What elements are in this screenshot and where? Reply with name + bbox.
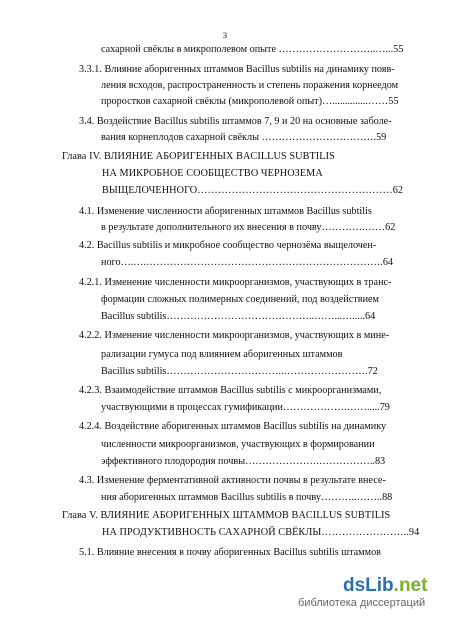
- toc-line: в результате дополнительного их внесения в почву………….……62: [101, 222, 396, 233]
- toc-line: 4.2.4. Воздействие аборигенных штаммов Bacillus subtilis на динамику: [79, 421, 387, 432]
- toc-line: Bacillus subtilis……………………………………..……...….....64: [101, 311, 376, 322]
- toc-line: ного….….…………………………………………………………….64: [101, 257, 394, 268]
- toc-line: 4.2.2. Изменение численности микроорганизмов, участвующих в мине-: [79, 330, 390, 341]
- toc-line: 4.2.1. Изменение численности микроорганизмов, участвующих в транс-: [79, 277, 392, 288]
- toc-line: проростков сахарной свёклы (микрополевой опыт)…..............……55: [101, 96, 399, 107]
- toc-line: участвующими в процессах гумификации……………….…….....79: [101, 402, 390, 413]
- toc-line: ния аборигенных штаммов Bacillus subtilis в почву………..……..88: [101, 492, 393, 503]
- toc-line: 4.2. Bacillus subtilis и микробное сообщество чернозёма выщелочен-: [79, 240, 377, 251]
- toc-line: 4.3. Изменение ферментативной активности почвы в результате внесе-: [79, 475, 386, 486]
- toc-line: 3.4. Воздействие Bacillus subtilis штаммов 7, 9 и 20 на основные заболе-: [79, 116, 392, 127]
- chapter-heading: Глава IV. ВЛИЯНИЕ АБОРИГЕННЫХ BACILLUS SUBTILIS: [62, 151, 335, 162]
- toc-line: формации сложных полимерных соединений, под воздействием: [101, 294, 380, 305]
- toc-line: Bacillus subtilis……………………………..…………………….72: [101, 366, 378, 377]
- watermark-subtitle: библиотека диссертаций: [298, 597, 426, 609]
- toc-line: эффективного плодородия почвы………………….……………..83: [101, 456, 386, 467]
- toc-line: 3.3.1. Влияние аборигенных штаммов Bacillus subtilis на динамику появ-: [79, 64, 395, 75]
- toc-line: 4.1. Изменение численности аборигенных штаммов Bacillus subtilis: [79, 206, 372, 217]
- toc-line: вания корнеплодов сахарной свёклы …………………………….59: [101, 132, 387, 143]
- toc-line: 5.1. Влияние внесения в почву аборигенных Bacillus subtilis штаммов: [79, 547, 381, 558]
- toc-line: ления всходов, распространенность и степень поражения корнеедом: [101, 80, 399, 91]
- chapter-heading: НА ПРОДУКТИВНОСТЬ САХАРНОЙ СВЁКЛЫ……………………..94: [102, 527, 420, 538]
- toc-line: численности микроорганизмов, участвующих в формировании: [101, 439, 375, 450]
- toc-line: сахарной свёклы в микрополевом опыте ………………………..…...55: [101, 44, 404, 55]
- watermark-logo: dsLib.net: [343, 575, 428, 596]
- chapter-heading: ВЫЩЕЛОЧЕННОГО…………………………………………………62: [102, 185, 404, 196]
- page-number: 3: [222, 30, 228, 40]
- toc-line: 4.2.3. Взаимодействие штаммов Bacillus subtilis с микроорганизмами,: [79, 385, 382, 396]
- toc-line: рализации гумуса под влиянием аборигенных штаммов: [101, 349, 343, 360]
- chapter-heading: Глава V. ВЛИЯНИЕ АБОРИГЕННЫХ ШТАММОВ BACILLUS SUBTILIS: [62, 510, 391, 521]
- chapter-heading: НА МИКРОБНОЕ СООБЩЕСТВО ЧЕРНОЗЕМА: [102, 168, 323, 179]
